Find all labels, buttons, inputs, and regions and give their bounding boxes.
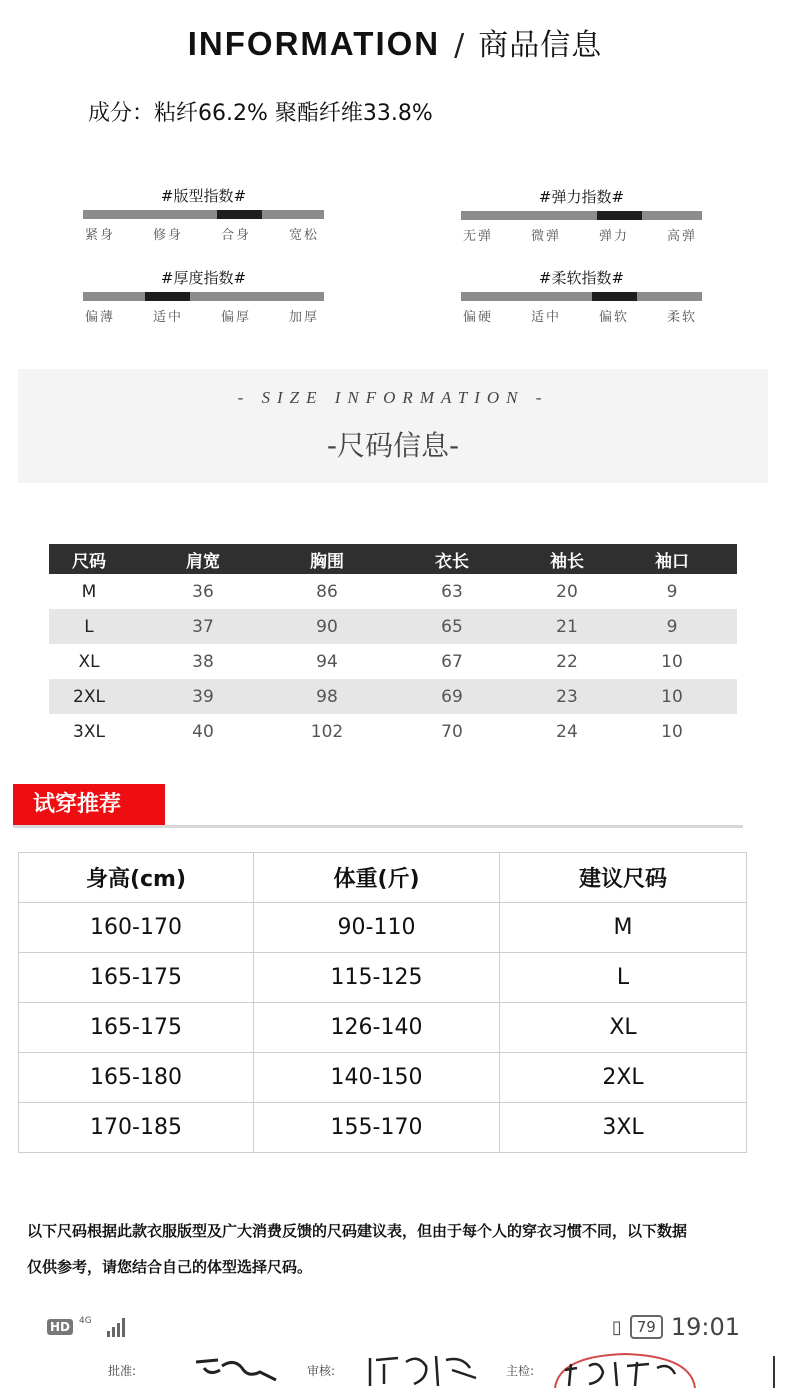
- table-cell: 65: [377, 609, 527, 644]
- table-cell: 20: [556, 581, 578, 602]
- size-info-title-en: - SIZE INFORMATION -: [237, 388, 549, 407]
- table-cell: 22: [556, 651, 578, 672]
- table-cell: 9: [607, 609, 737, 644]
- table-cell: 24: [556, 721, 578, 742]
- review-label: 审核:: [307, 1364, 336, 1378]
- table-cell: 90: [277, 609, 377, 644]
- table-cell: L: [49, 609, 129, 644]
- fit-label-2: 修身: [153, 228, 184, 243]
- table-cell: 98: [277, 679, 377, 714]
- table-cell: 115-125: [254, 953, 500, 1003]
- title-cn: 商品信息: [478, 28, 603, 63]
- softness-index: [461, 268, 702, 326]
- table-cell: M: [500, 903, 747, 953]
- elasticity-label-1: 无弹: [463, 229, 494, 244]
- recommendation-table: [18, 852, 747, 1153]
- table-cell: 165-175: [19, 953, 254, 1003]
- elasticity-label-4: 高弹: [667, 229, 698, 244]
- hd-icon: HD: [47, 1319, 73, 1335]
- frame-edge: [773, 1356, 775, 1388]
- rec-col-height: 身高(cm): [19, 853, 254, 903]
- elasticity-index-marker: [597, 211, 642, 220]
- table-row: [49, 679, 737, 714]
- thickness-index-title: #厚度指数#: [160, 269, 247, 287]
- table-cell: 2XL: [49, 679, 129, 714]
- table-cell: 3XL: [500, 1103, 747, 1153]
- size-note-line-1: 以下尺码根据此款衣服版型及广大消费反馈的尺码建议表，但由于每个人的穿衣习惯不同，以下数据: [27, 1222, 688, 1240]
- page-title: [0, 20, 790, 64]
- fit-index-marker: [217, 210, 262, 219]
- table-cell: 9: [666, 581, 678, 602]
- elasticity-index-title: #弹力指数#: [538, 188, 625, 206]
- table-cell: 102: [310, 721, 344, 742]
- elasticity-index: [461, 187, 702, 245]
- size-col-cuff: 袖口: [607, 544, 737, 574]
- softness-label-2: 适中: [531, 310, 562, 325]
- table-cell: 3XL: [73, 721, 105, 742]
- thickness-label-2: 适中: [153, 310, 184, 325]
- table-row: [19, 953, 747, 1003]
- size-col-chest: 胸围: [277, 544, 377, 574]
- softness-index-marker: [592, 292, 637, 301]
- table-cell: XL: [78, 651, 100, 672]
- size-col-length: 衣长: [377, 544, 527, 574]
- vibrate-icon: ▯: [611, 1316, 622, 1338]
- elasticity-label-2: 微弹: [531, 229, 562, 244]
- table-row: [19, 1103, 747, 1153]
- battery-icon: 79: [630, 1315, 663, 1339]
- softness-index-title: #柔软指数#: [538, 269, 625, 287]
- table-cell: 69: [377, 679, 527, 714]
- table-cell: 70: [441, 721, 463, 742]
- thickness-index-marker: [145, 292, 190, 301]
- try-on-recommendation-tag: 试穿推荐: [13, 784, 165, 825]
- rec-col-weight: 体重(斤): [254, 853, 500, 903]
- table-cell: L: [500, 953, 747, 1003]
- table-cell: 10: [661, 721, 683, 742]
- size-note-line-2: 仅供参考，请您结合自己的体型选择尺码。: [27, 1258, 313, 1276]
- signature-approve: [190, 1350, 280, 1388]
- table-cell: 94: [316, 651, 338, 672]
- softness-label-3: 偏软: [599, 310, 630, 325]
- softness-index-bar: [461, 292, 702, 301]
- table-cell: 10: [607, 679, 737, 714]
- network-type-icon: 4G: [79, 1316, 92, 1326]
- size-info-title-cn: -尺码信息-: [326, 429, 460, 462]
- phone-status-bar: [0, 1308, 790, 1348]
- size-table: [49, 544, 737, 749]
- inspection-stamp: [545, 1350, 705, 1388]
- elasticity-index-bar: [461, 211, 702, 220]
- table-cell: 23: [527, 679, 607, 714]
- thickness-label-1: 偏薄: [85, 310, 116, 325]
- signal-strength-icon: [107, 1317, 125, 1337]
- table-cell: 170-185: [19, 1103, 254, 1153]
- table-cell: 155-170: [254, 1103, 500, 1153]
- table-cell: 126-140: [254, 1003, 500, 1053]
- host-label: 主检:: [506, 1364, 535, 1378]
- rec-col-size: 建议尺码: [500, 853, 747, 903]
- table-cell: XL: [500, 1003, 747, 1053]
- table-cell: 21: [527, 609, 607, 644]
- fit-label-3: 合身: [221, 228, 252, 243]
- table-cell: 40: [192, 721, 214, 742]
- table-row: [49, 574, 737, 609]
- section-divider: [13, 825, 743, 828]
- table-row: [49, 609, 737, 644]
- table-cell: 2XL: [500, 1053, 747, 1103]
- table-cell: M: [81, 581, 97, 602]
- table-cell: 86: [316, 581, 338, 602]
- table-cell: 67: [441, 651, 463, 672]
- fit-index-bar: [83, 210, 324, 219]
- table-row: [19, 1053, 747, 1103]
- table-cell: 160-170: [19, 903, 254, 953]
- size-col-size: 尺码: [49, 544, 129, 574]
- fit-label-4: 宽松: [289, 228, 320, 243]
- table-cell: 140-150: [254, 1053, 500, 1103]
- size-table-header: [49, 544, 737, 574]
- signature-review: [366, 1350, 481, 1388]
- fit-label-1: 紧身: [85, 228, 116, 243]
- title-en: INFORMATION: [187, 25, 441, 62]
- table-cell: 37: [129, 609, 277, 644]
- table-cell: 10: [661, 651, 683, 672]
- status-time: 19:01: [670, 1313, 740, 1341]
- table-cell: 165-180: [19, 1053, 254, 1103]
- thickness-index: [83, 268, 324, 326]
- size-col-shoulder: 肩宽: [129, 544, 277, 574]
- elasticity-label-3: 弹力: [599, 229, 630, 244]
- table-cell: 90-110: [254, 903, 500, 953]
- approve-label: 批准:: [108, 1364, 137, 1378]
- fit-index: [83, 186, 324, 244]
- title-separator: /: [454, 28, 465, 63]
- table-cell: 39: [129, 679, 277, 714]
- table-cell: 165-175: [19, 1003, 254, 1053]
- thickness-index-bar: [83, 292, 324, 301]
- thickness-label-3: 偏厚: [221, 310, 252, 325]
- recommendation-header: [19, 853, 747, 903]
- table-row: [19, 903, 747, 953]
- fit-index-title: #版型指数#: [160, 187, 247, 205]
- table-row: [49, 714, 737, 749]
- table-row: [19, 1003, 747, 1053]
- table-cell: 63: [441, 581, 463, 602]
- table-row: [49, 644, 737, 679]
- table-cell: 36: [192, 581, 214, 602]
- size-col-sleeve: 袖长: [527, 544, 607, 574]
- thickness-label-4: 加厚: [289, 310, 320, 325]
- size-info-banner: [18, 369, 768, 483]
- composition-text: 成分：粘纤66.2% 聚酯纤维33.8%: [88, 101, 433, 126]
- softness-label-1: 偏硬: [463, 310, 494, 325]
- table-cell: 38: [192, 651, 214, 672]
- document-signoff: [0, 1350, 790, 1388]
- softness-label-4: 柔软: [667, 310, 698, 325]
